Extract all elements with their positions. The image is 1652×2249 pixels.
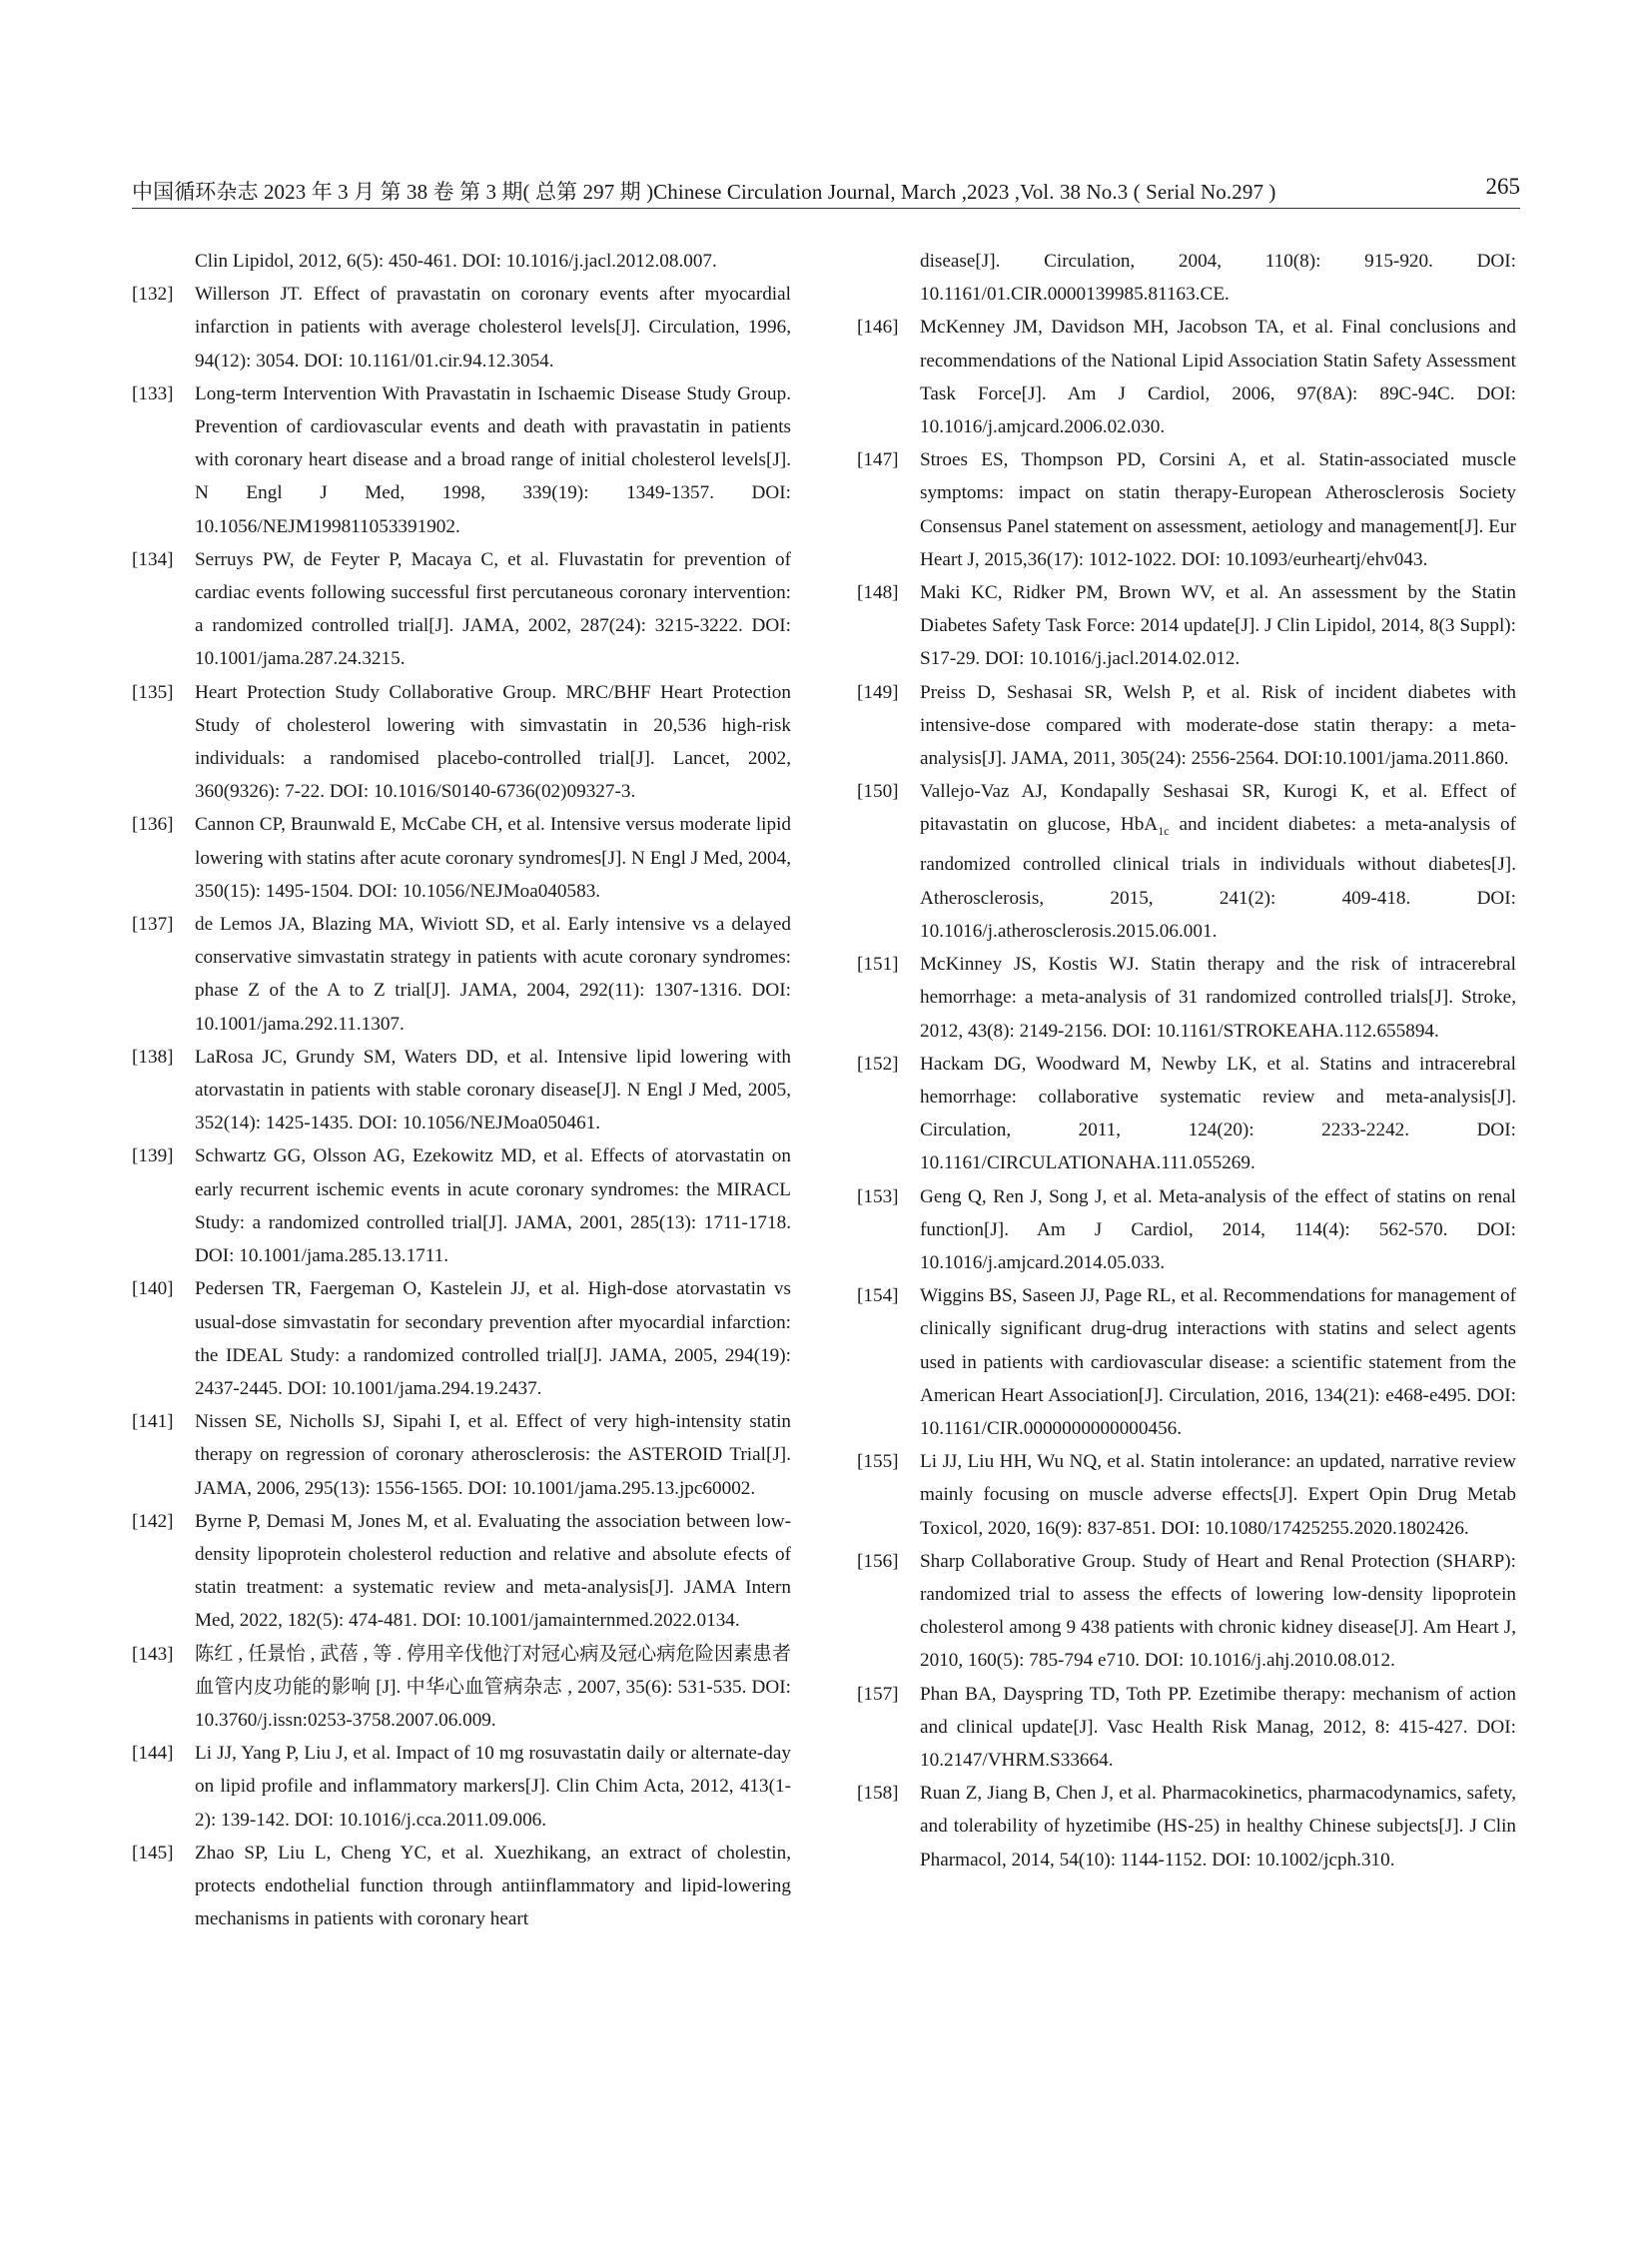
reference-text: Zhao SP, Liu L, Cheng YC, et al. Xuezhikang, an extract of cholestin, protects endothelial function through antiinflammatory and lipid-lowering mechanisms in patients with coronary heart — [195, 1842, 791, 1930]
reference-text: Byrne P, Demasi M, Jones M, et al. Evaluating the association between low-density lipoprotein cholesterol reduction and relative and absolute efects of statin treatment: a systematic review and meta-analysis[J]. JAMA Intern Med, 2022, 182(5): 474-481. DOI: 10.1001/jamainternmed.2022.0134. — [195, 1510, 791, 1632]
reference-number: [133] — [132, 382, 174, 404]
reference-number: [147] — [857, 449, 899, 471]
reference-144 — [132, 1737, 791, 1837]
reference-text: Li JJ, Yang P, Liu J, et al. Impact of 10 mg rosuvastatin daily or alternate-day on lipid profile and inflammatory markers[J]. Clin Chim Acta, 2012, 413(1-2): 139-142. DOI: 10.1016/j.cca.2011.09.006. — [195, 1743, 791, 1831]
reference-135 — [132, 676, 791, 809]
subscript-1c: 1c — [1158, 824, 1170, 839]
reference-number: [135] — [132, 681, 174, 703]
journal-citation-line: 中国循环杂志 2023 年 3 月 第 38 卷 第 3 期( 总第 297 期 )Chinese Circulation Journal, March ,2023 ,Vol. 38 No.3 ( Serial No.297 ) — [132, 180, 1276, 204]
reference-150 — [857, 775, 1516, 948]
reference-text: LaRosa JC, Grundy SM, Waters DD, et al. Intensive lipid lowering with atorvastatin in patients with stable coronary disease[J]. N Engl J Med, 2005, 352(14): 1425-1435. DOI: 10.1056/NEJMoa050461. — [195, 1046, 791, 1134]
reference-number: [151] — [857, 954, 899, 976]
reference-text-part-a: Vallejo-Vaz AJ, Kondapally Seshasai SR, Kurogi K, et al. Effect of pitavastatin on glucose, HbA — [920, 781, 1516, 836]
reference-text-part-b: and incident diabetes: a meta-analysis of randomized controlled clinical trials in individuals without diabetes[J]. Atherosclerosis, 2015, 241(2): 409-418. DOI: 10.1016/j.atherosclerosis.2015.06.001. — [920, 814, 1517, 942]
left-column — [132, 245, 791, 1935]
reference-132 — [132, 278, 791, 377]
reference-number: [138] — [132, 1046, 174, 1068]
reference-number: [150] — [857, 781, 899, 803]
reference-text: Wiggins BS, Saseen JJ, Page RL, et al. Recommendations for management of clinically significant drug-drug interactions with statins and select agents used in patients with cardiovascular disease: a scientific statement from the American Heart Association[J]. Circulation, 2016, 134(21): e468-e495. DOI: 10.1161/CIR.0000000000000456. — [920, 1285, 1516, 1439]
reference-136 — [132, 808, 791, 908]
reference-155 — [857, 1445, 1516, 1545]
reference-152 — [857, 1048, 1516, 1180]
reference-text: Serruys PW, de Feyter P, Macaya C, et al. Fluvastatin for prevention of cardiac events following successful first percutaneous coronary intervention: a randomized controlled trial[J]. JAMA, 2002, 287(24): 3215-3222. DOI: 10.1001/jama.287.24.3215. — [195, 548, 791, 670]
reference-text: McKinney JS, Kostis WJ. Statin therapy and the risk of intracerebral hemorrhage: a meta-analysis of 31 randomized controlled trials[J]. Stroke, 2012, 43(8): 2149-2156. DOI: 10.1161/STROKEAHA.112.655894. — [920, 954, 1516, 1042]
reference-141 — [132, 1405, 791, 1505]
reference-number: [134] — [132, 548, 174, 570]
reference-134 — [132, 543, 791, 676]
reference-number: [149] — [857, 681, 899, 703]
reference-text: Geng Q, Ren J, Song J, et al. Meta-analysis of the effect of statins on renal function[J]. Am J Cardiol, 2014, 114(4): 562-570. DOI: 10.1016/j.amjcard.2014.05.033. — [920, 1185, 1516, 1273]
reference-text: Hackam DG, Woodward M, Newby LK, et al. Statins and intracerebral hemorrhage: collaborative systematic review and meta-analysis[J]. Circulation, 2011, 124(20): 2233-2242. DOI: 10.1161/CIRCULATIONAHA.111.055269. — [920, 1053, 1516, 1174]
reference-text: Sharp Collaborative Group. Study of Heart and Renal Protection (SHARP): randomized trial to assess the effects of lowering low-density lipoprotein cholesterol among 9 438 patients with chronic kidney disease[J]. Am Heart J, 2010, 160(5): 785-794 e710. DOI: 10.1016/j.ahj.2010.08.012. — [920, 1550, 1516, 1672]
reference-text: Long-term Intervention With Pravastatin in Ischaemic Disease Study Group. Prevention of cardiovascular events and death with pravastatin in patients with coronary heart disease and a broad range of initial cholesterol levels[J]. N Engl J Med, 1998, 339(19): 1349-1357. DOI: 10.1056/NEJM199811053391902. — [195, 382, 791, 537]
reference-143 — [132, 1638, 791, 1738]
reference-text: Stroes ES, Thompson PD, Corsini A, et al. Statin-associated muscle symptoms: impact on statin therapy-European Atherosclerosis Society Consensus Panel statement on assessment, aetiology and management[J]. Eur Heart J, 2015,36(17): 1012-1022. DOI: 10.1093/eurheartj/ehv043. — [920, 449, 1516, 570]
reference-number: [142] — [132, 1510, 174, 1532]
running-header — [132, 172, 1520, 209]
reference-133 — [132, 377, 791, 543]
reference-number: [152] — [857, 1053, 899, 1075]
reference-151 — [857, 948, 1516, 1048]
reference-text: 陈红 , 任景怡 , 武蓓 , 等 . 停用辛伐他汀对冠心病及冠心病危险因素患者血管内皮功能的影响 [J]. 中华心血管病杂志 , 2007, 35(6): 531-535. DOI: 10.3760/j.issn:0253-3758.2007.06.009. — [195, 1643, 791, 1731]
right-column — [857, 245, 1516, 1876]
reference-153 — [857, 1180, 1516, 1280]
reference-text: Heart Protection Study Collaborative Group. MRC/BHF Heart Protection Study of cholesterol lowering with simvastatin in 20,536 high-risk individuals: a randomised placebo-controlled trial[J]. Lancet, 2002, 360(9326): 7-22. DOI: 10.1016/S0140-6736(02)09327-3. — [195, 681, 791, 803]
reference-number: [148] — [857, 582, 899, 604]
reference-text: Schwartz GG, Olsson AG, Ezekowitz MD, et al. Effects of atorvastatin on early recurrent ischemic events in acute coronary syndromes: the MIRACL Study: a randomized controlled trial[J]. JAMA, 2001, 285(13): 1711-1718. DOI: 10.1001/jama.285.13.1711. — [195, 1145, 791, 1267]
reference-text: McKenney JM, Davidson MH, Jacobson TA, et al. Final conclusions and recommendations of the National Lipid Association Statin Safety Assessment Task Force[J]. Am J Cardiol, 2006, 97(8A): 89C-94C. DOI: 10.1016/j.amjcard.2006.02.030. — [920, 317, 1516, 438]
reference-continuation: disease[J]. Circulation, 2004, 110(8): 915-920. DOI: 10.1161/01.CIR.0000139985.81163.CE. — [920, 251, 1516, 306]
reference-140 — [132, 1272, 791, 1405]
reference-number: [132] — [132, 284, 174, 306]
reference-text: de Lemos JA, Blazing MA, Wiviott SD, et al. Early intensive vs a delayed conservative simvastatin strategy in patients with acute coronary syndromes: phase Z of the A to Z trial[J]. JAMA, 2004, 292(11): 1307-1316. DOI: 10.1001/jama.292.11.1307. — [195, 914, 791, 1035]
reference-number: [139] — [132, 1145, 174, 1167]
reference-number: [144] — [132, 1743, 174, 1765]
reference-158 — [857, 1777, 1516, 1876]
reference-142 — [132, 1505, 791, 1638]
reference-147 — [857, 443, 1516, 576]
reference-text: Maki KC, Ridker PM, Brown WV, et al. An assessment by the Statin Diabetes Safety Task Force: 2014 update[J]. J Clin Lipidol, 2014, 8(3 Suppl): S17-29. DOI: 10.1016/j.jacl.2014.02.012. — [920, 582, 1516, 670]
reference-number: [145] — [132, 1842, 174, 1864]
reference-text: Ruan Z, Jiang B, Chen J, et al. Pharmacokinetics, pharmacodynamics, safety, and tolerability of hyzetimibe (HS-25) in healthy Chinese subjects[J]. J Clin Pharmacol, 2014, 54(10): 1144-1152. DOI: 10.1002/jcph.310. — [920, 1783, 1516, 1871]
reference-text: Nissen SE, Nicholls SJ, Sipahi I, et al. Effect of very high-intensity statin therapy on regression of coronary atherosclerosis: the ASTEROID Trial[J]. JAMA, 2006, 295(13): 1556-1565. DOI: 10.1001/jama.295.13.jpc60002. — [195, 1411, 791, 1499]
reference-138 — [132, 1041, 791, 1140]
reference-text: Willerson JT. Effect of pravastatin on coronary events after myocardial infarction in patients with average cholesterol levels[J]. Circulation, 1996, 94(12): 3054. DOI: 10.1161/01.cir.94.12.3054. — [195, 284, 791, 372]
reference-text: Li JJ, Liu HH, Wu NQ, et al. Statin intolerance: an updated, narrative review mainly focusing on muscle adverse effects[J]. Expert Opin Drug Metab Toxicol, 2020, 16(9): 837-851. DOI: 10.1080/17425255.2020.1802426. — [920, 1451, 1516, 1539]
reference-number: [137] — [132, 914, 174, 936]
reference-number: [158] — [857, 1783, 899, 1805]
reference-number: [155] — [857, 1451, 899, 1473]
reference-number: [141] — [132, 1411, 174, 1433]
reference-157 — [857, 1678, 1516, 1778]
reference-continuation: Clin Lipidol, 2012, 6(5): 450-461. DOI: 10.1016/j.jacl.2012.08.007. — [195, 251, 717, 272]
reference-149 — [857, 676, 1516, 776]
reference-148 — [857, 576, 1516, 676]
reference-number: [156] — [857, 1550, 899, 1572]
reference-text: Phan BA, Dayspring TD, Toth PP. Ezetimibe therapy: mechanism of action and clinical update[J]. Vasc Health Risk Manag, 2012, 8: 415-427. DOI: 10.2147/VHRM.S33664. — [920, 1683, 1516, 1771]
reference-text: Cannon CP, Braunwald E, McCabe CH, et al. Intensive versus moderate lipid lowering with statins after acute coronary syndromes[J]. N Engl J Med, 2004, 350(15): 1495-1504. DOI: 10.1056/NEJMoa040583. — [195, 814, 791, 902]
reference-145 — [132, 1837, 791, 1936]
reference-text: Pedersen TR, Faergeman O, Kastelein JJ, et al. High-dose atorvastatin vs usual-dose simvastatin for secondary prevention after myocardial infarction: the IDEAL Study: a randomized controlled trial[J]. JAMA, 2005, 294(19): 2437-2445. DOI: 10.1001/jama.294.19.2437. — [195, 1278, 791, 1399]
reference-137 — [132, 908, 791, 1041]
reference-number: [140] — [132, 1278, 174, 1300]
reference-154 — [857, 1279, 1516, 1445]
reference-number: [146] — [857, 317, 899, 339]
page-number: 265 — [1485, 174, 1520, 199]
reference-146 — [857, 311, 1516, 443]
reference-number: [136] — [132, 814, 174, 836]
reference-156 — [857, 1545, 1516, 1678]
reference-139 — [132, 1139, 791, 1272]
reference-number: [153] — [857, 1185, 899, 1207]
reference-text: Preiss D, Seshasai SR, Welsh P, et al. Risk of incident diabetes with intensive-dose compared with moderate-dose statin therapy: a meta-analysis[J]. JAMA, 2011, 305(24): 2556-2564. DOI:10.1001/jama.2011.860. — [920, 681, 1516, 770]
reference-number: [157] — [857, 1683, 899, 1705]
reference-number: [143] — [132, 1643, 174, 1665]
reference-number: [154] — [857, 1285, 899, 1307]
